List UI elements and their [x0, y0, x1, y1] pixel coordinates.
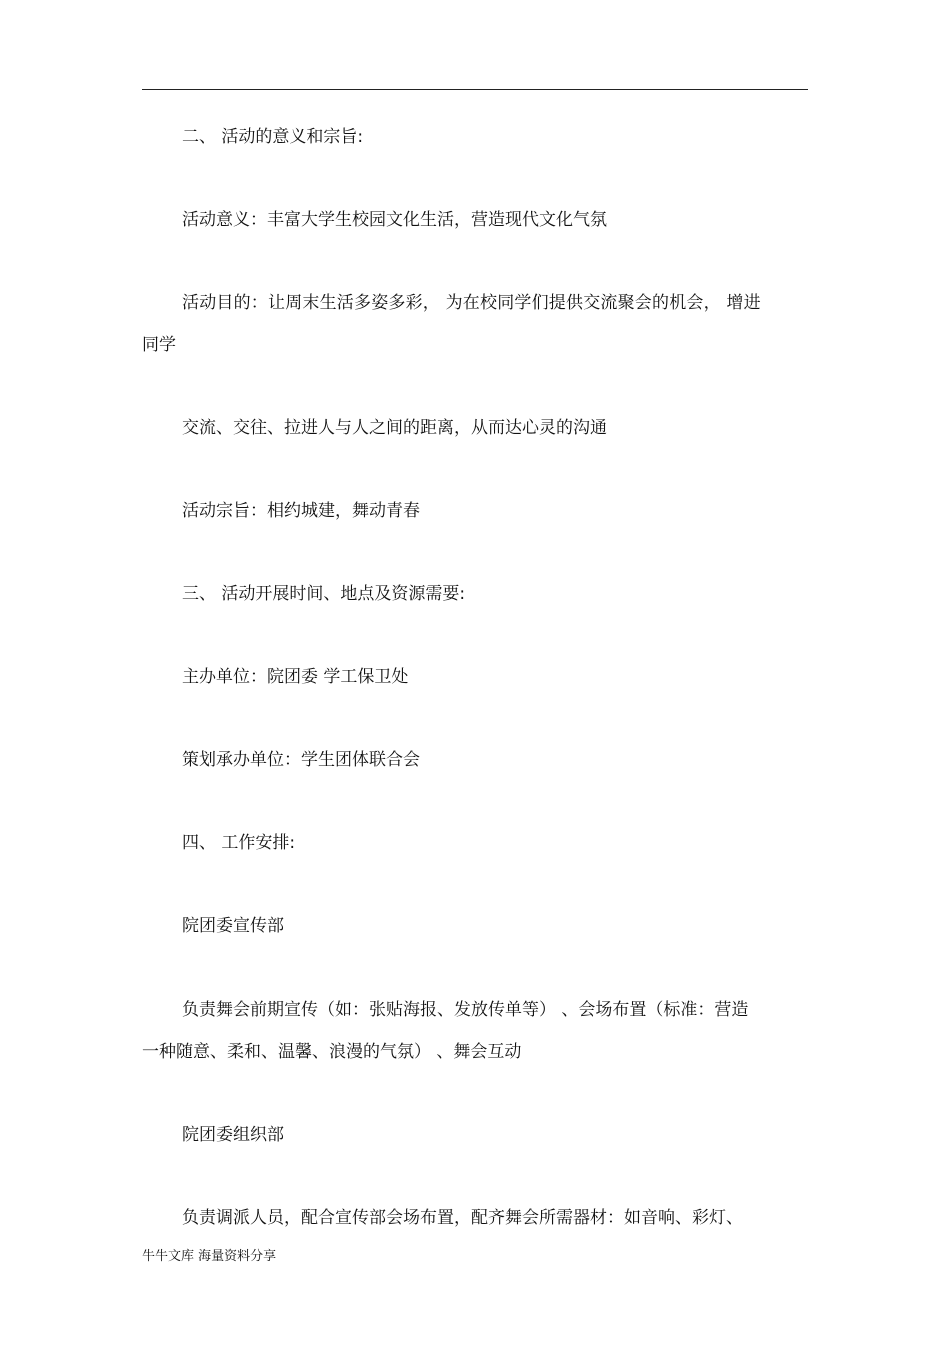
section-heading-4: 四、 工作安排: [182, 833, 296, 853]
section-heading-3: 三、 活动开展时间、地点及资源需要: [182, 584, 466, 604]
paragraph-host-units: 主办单位：院团委 学工保卫处 [182, 667, 409, 687]
paragraph-publicity-duties: 负责舞会前期宣传（如：张贴海报、发放传单等） 、会场布置（标准：营造 [182, 1000, 749, 1020]
header-rule [142, 89, 808, 90]
paragraph-publicity-duties-continued: 一种随意、柔和、温馨、浪漫的气氛） 、舞会互动 [142, 1042, 522, 1062]
paragraph-activity-meaning: 活动意义：丰富大学生校园文化生活，营造现代文化气氛 [182, 210, 607, 230]
paragraph-activity-purpose: 活动目的：让周末生活多姿多彩， 为在校同学们提供交流聚会的机会， 增进 [182, 293, 761, 313]
paragraph-organization-duties: 负责调派人员，配合宣传部会场布置，配齐舞会所需器材：如音响、彩灯、 [182, 1208, 743, 1228]
paragraph-organizer: 策划承办单位：学生团体联合会 [182, 750, 420, 770]
section-heading-2: 二、 活动的意义和宗旨: [182, 127, 364, 147]
paragraph-activity-purpose-continued: 同学 [142, 335, 176, 355]
paragraph-publicity-department: 院团委宣传部 [182, 916, 284, 936]
paragraph-activity-tenet: 活动宗旨：相约城建，舞动青春 [182, 501, 420, 521]
paragraph-organization-department: 院团委组织部 [182, 1125, 284, 1145]
page-footer: 牛牛文库 海量资料分享 [142, 1249, 277, 1264]
paragraph-communication: 交流、交往、拉进人与人之间的距离，从而达心灵的沟通 [182, 418, 607, 438]
